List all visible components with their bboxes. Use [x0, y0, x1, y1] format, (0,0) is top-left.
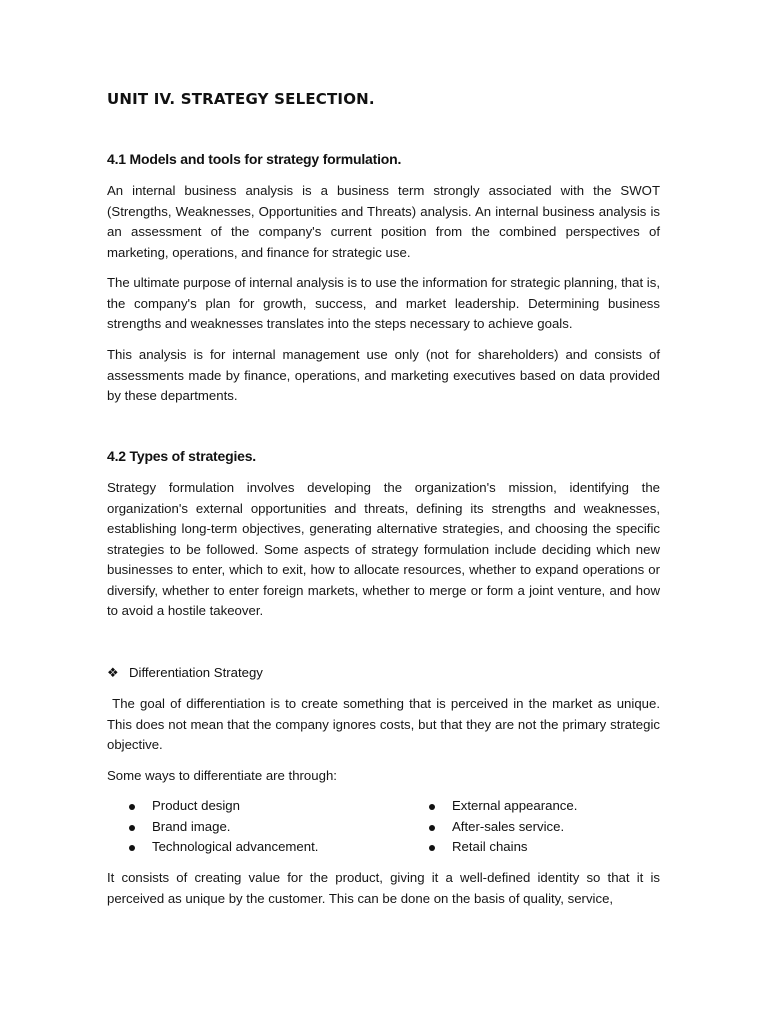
paragraph-internal-analysis-purpose: The ultimate purpose of internal analysis is to use the information for strategic planning, that is, the company's plan for growth, success, and market leadership. Determining business strengths and weaknesses translates into the steps necessary to achieve goals. — [107, 275, 660, 331]
bullet-dot-icon — [129, 804, 135, 810]
bullet-dot-icon — [429, 804, 435, 810]
list-item: Technological advancement. — [129, 837, 318, 858]
bullet-dot-icon — [129, 845, 135, 851]
list-item: Product design — [129, 796, 318, 817]
section-4-2-heading: 4.2 Types of strategies. — [107, 448, 257, 464]
list-item: After-sales service. — [429, 817, 577, 838]
bullet-dot-icon — [429, 845, 435, 851]
list-item: Brand image. — [129, 817, 318, 838]
list-item: Retail chains — [429, 837, 577, 858]
paragraph-swot: An internal business analysis is a business term strongly associated with the SWOT (Strengths, Weaknesses, Opportunities and Threats) analysis. An internal business analysis is an assessment of the company's current position from the combined perspectives of marketing, operations, and finance for strategic use. — [107, 183, 660, 260]
paragraph-strategy-formulation: Strategy formulation involves developing the organization's mission, identifying the organization's external opportunities and threats, defining its strengths and weaknesses, establishing long-term objectives, generating alternative strategies, and choosing the specific strategies to be followed. Some aspects of strategy formulation include deciding which new businesses to enter, which to exit, how to allocate resources, whether to expand operations or diversify, whether to enter foreign markets, whether to merge or form a joint venture, and how to avoid a hostile takeover. — [107, 480, 660, 618]
paragraph-value-creation: It consists of creating value for the product, giving it a well-defined identity so that it is perceived as unique by the customer. This can be done on the basis of quality, service, — [107, 870, 660, 906]
bullet-dot-icon — [129, 825, 135, 831]
diamond-bullet-icon: ❖ — [107, 665, 119, 680]
ways-list-right — [429, 796, 577, 858]
bullet-dot-icon — [429, 825, 435, 831]
section-4-1-heading: 4.1 Models and tools for strategy formulation. — [107, 151, 402, 167]
paragraph-ways-intro: Some ways to differentiate are through: — [107, 768, 337, 783]
list-item: External appearance. — [429, 796, 577, 817]
paragraph-internal-management-use: This analysis is for internal management use only (not for shareholders) and consists of assessments made by finance, operations, and marketing executives based on data provided by these departments. — [107, 347, 660, 403]
ways-list-left — [129, 796, 318, 858]
differentiation-strategy-item — [107, 663, 263, 683]
paragraph-differentiation-goal: The goal of differentiation is to create something that is perceived in the market as unique. This does not mean that the company ignores costs, but that they are not the primary strategic objective. — [107, 696, 664, 752]
unit-title: UNIT IV. STRATEGY SELECTION. — [107, 90, 375, 108]
differentiation-strategy-title: Differentiation Strategy — [129, 665, 263, 680]
